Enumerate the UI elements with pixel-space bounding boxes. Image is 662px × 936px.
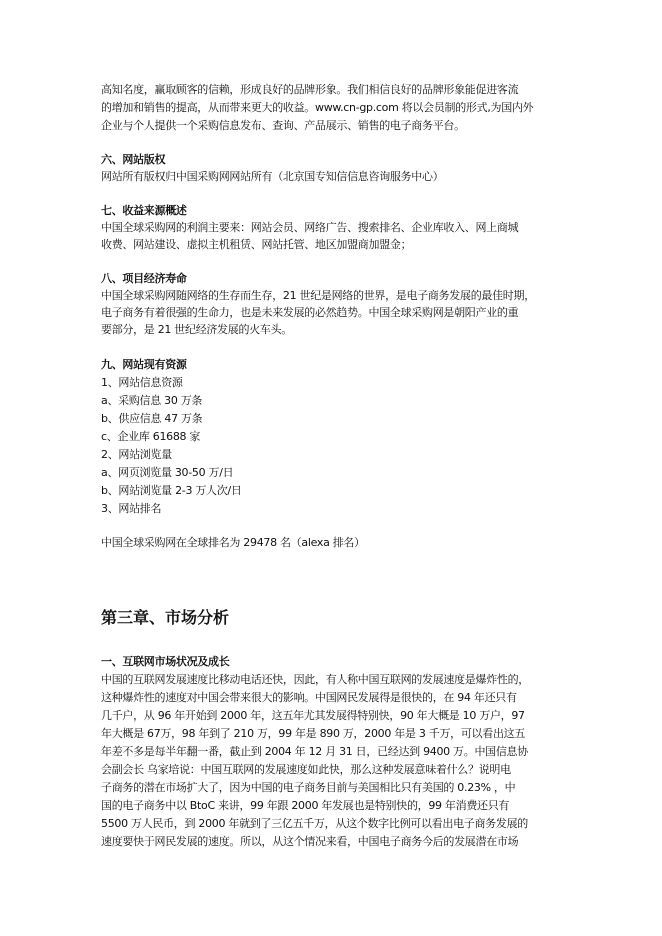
resource-item: a、采购信息 30 万条 xyxy=(101,394,203,407)
chapter-3-line-8: 国的电子商务中以 BtoC 来讲，99 年跟 2000 年发展也是特别快的，99 年消费还只有 xyxy=(101,799,510,812)
section-6-heading: 六、网站版权 xyxy=(101,153,166,166)
resource-item: 1、网站信息资源 xyxy=(101,376,183,389)
section-6-line-1: 网站所有版权归中国采购网网站所有（北京国专知信信息咨询服务中心） xyxy=(101,170,444,183)
section-8-line-1: 中国全球采购网随网络的生存而生存，21 世纪是网络的世界，是电子商务发展的最佳时期， xyxy=(101,289,535,302)
resource-item: b、供应信息 47 万条 xyxy=(101,412,203,425)
intro-line-1: 高知名度，赢取顾客的信赖，形成良好的品牌形象。我们相信良好的品牌形象能促进客流 xyxy=(101,83,519,96)
resource-item: a、网页浏览量 30-50 万/日 xyxy=(101,466,234,479)
chapter-3-line-7: 子商务的潜在市场扩大了，因为中国的电子商务目前与美国相比只有美国的 0.23% ，中 xyxy=(101,781,516,794)
chapter-3-sub-heading: 一、互联网市场状况及成长 xyxy=(101,655,230,668)
section-7-heading: 七、收益来源概述 xyxy=(101,204,187,217)
chapter-title: 第三章、市场分析 xyxy=(101,608,230,627)
chapter-3-line-10: 速度要快于网民发展的速度。所以，从这个情况来看，中国电子商务今后的发展潜在市场 xyxy=(101,835,519,848)
section-8-line-3: 要部分，是 21 世纪经济发展的火车头。 xyxy=(101,323,292,336)
section-7-line-2: 收费、网站建设、虚拟主机租赁、网站托管、地区加盟商加盟金； xyxy=(101,238,412,251)
resource-item: b、网站浏览量 2-3 万人次/日 xyxy=(101,484,242,497)
intro-line-2: 的增加和销售的提高，从而带来更大的收益。www.cn-gp.com 将以会员制的形式,为国内外 xyxy=(101,101,534,114)
section-8-heading: 八、项目经济寿命 xyxy=(101,272,187,285)
intro-line-3: 企业与个人提供一个采购信息发布、查询、产品展示、销售的电子商务平台。 xyxy=(101,119,465,132)
section-9-heading: 九、网站现有资源 xyxy=(101,358,187,371)
chapter-3-line-3: 几千户，从 96 年开始到 2000 年，这五年尤其发展得特别快，90 年大概是 10 万户，97 xyxy=(101,709,525,722)
chapter-3-line-6: 会副会长 乌家培说：中国互联网的发展速度如此快，那么这种发展意味着什么？说明电 xyxy=(101,763,511,776)
resource-item: 2、网站浏览量 xyxy=(101,448,172,461)
chapter-3-line-1: 中国的互联网发展速度比移动电话还快，因此，有人称中国互联网的发展速度是爆炸性的， xyxy=(101,673,529,686)
chapter-3-line-5: 年差不多是每半年翻一番，截止到 2004 年 12 月 31 日，已经达到 9400 万。中国信息协 xyxy=(101,745,528,758)
ranking-line: 中国全球采购网在全球排名为 29478 名（alexa 排名） xyxy=(101,536,365,549)
section-8-line-2: 电子商务有着很强的生命力，也是未来发展的必然趋势。中国全球采购网是朝阳产业的重 xyxy=(101,306,519,319)
section-7-line-1: 中国全球采购网的利润主要来：网站会员、网络广告、搜索排名、企业库收入、网上商城 xyxy=(101,221,519,234)
chapter-3-line-4: 年大概是 67万，98 年到了 210 万，99 年是 890 万，2000 年是 3 千万，可以看出这五 xyxy=(101,727,526,740)
chapter-3-line-9: 5500 万人民币，到 2000 年就到了三亿五千万，从这个数字比例可以看出电子商务发展的 xyxy=(101,817,528,830)
resource-item: c、企业库 61688 家 xyxy=(101,430,201,443)
chapter-3-line-2: 这种爆炸性的速度对中国会带来很大的影响。中国网民发展得是很快的，在 94 年还只有 xyxy=(101,691,517,704)
resource-item: 3、网站排名 xyxy=(101,502,162,515)
